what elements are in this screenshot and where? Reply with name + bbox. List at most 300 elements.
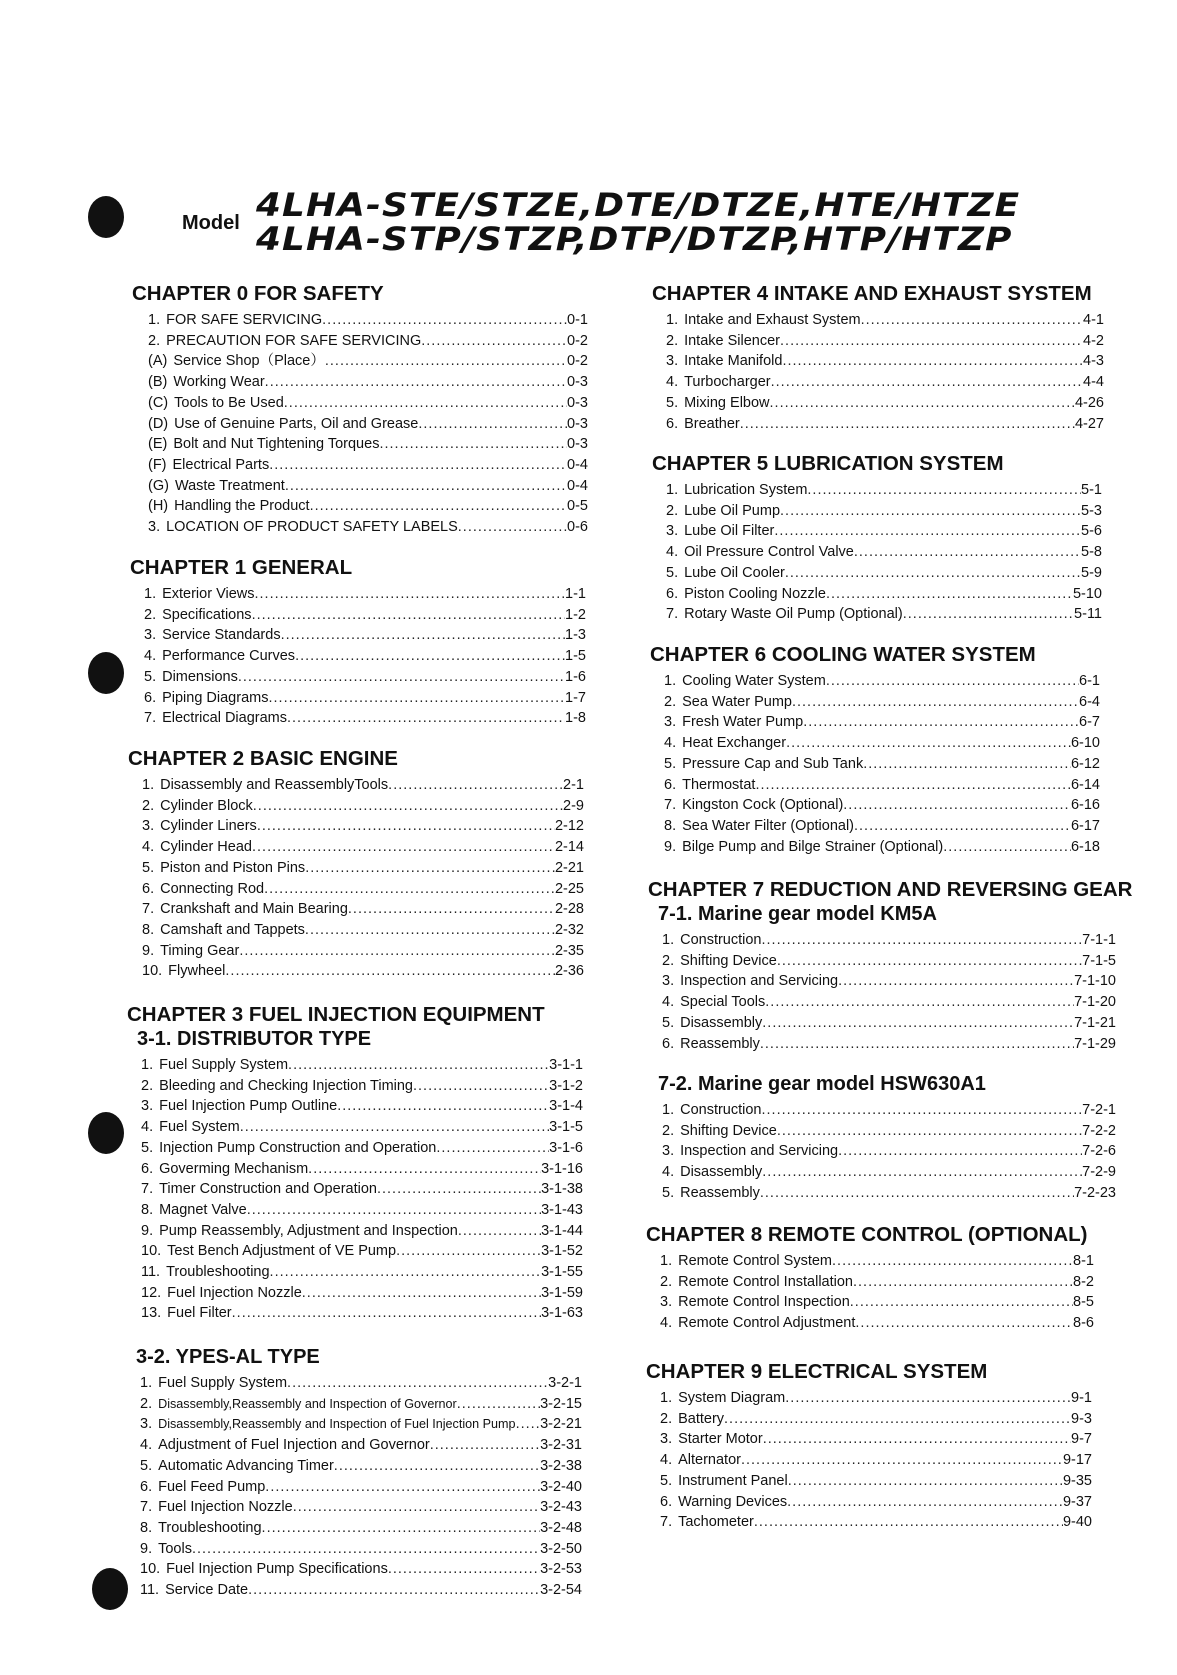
entry-label: LOCATION OF PRODUCT SAFETY LABELS (166, 519, 458, 536)
entry-page: 9-40 (1062, 1514, 1092, 1531)
leader-dots (740, 414, 1075, 435)
leader-dots (377, 1179, 541, 1200)
entry-page: 3-2-21 (540, 1416, 582, 1433)
entry-label: PRECAUTION FOR SAFE SERVICING (166, 332, 422, 349)
entry-page: 4-4 (1083, 374, 1104, 391)
entry-page: 2-12 (554, 818, 584, 835)
entry-label: Piston Cooling Nozzle (684, 585, 826, 602)
toc-entry (142, 775, 584, 796)
entry-number: 5. (666, 564, 679, 581)
entry-list (127, 1055, 583, 1324)
entry-number: 2. (144, 606, 157, 623)
entry-label: Tools (158, 1540, 192, 1557)
toc-entry (148, 496, 588, 517)
leader-dots (268, 688, 565, 709)
binder-hole-icon (92, 1568, 128, 1610)
toc-entry (662, 1162, 1116, 1183)
entry-number: 6. (662, 1035, 675, 1052)
toc-entry (148, 476, 588, 497)
leader-dots (838, 971, 1074, 992)
entry-number: 6. (660, 1493, 673, 1510)
leader-dots (232, 1303, 541, 1324)
leader-dots (257, 816, 555, 837)
toc-entry (140, 1435, 582, 1456)
toc-entry (662, 1100, 1116, 1121)
leader-dots (770, 393, 1075, 414)
entry-label: Fuel Injection Pump Specifications (166, 1561, 388, 1578)
entry-page: 3-2-50 (540, 1540, 582, 1557)
leader-dots (762, 1162, 1082, 1183)
toc-entry (144, 646, 586, 667)
toc-entry (666, 331, 1104, 352)
entry-page: 5-11 (1074, 606, 1102, 623)
entry-page: 2-1 (563, 777, 584, 793)
leader-dots (310, 496, 567, 517)
toc-entry (148, 517, 588, 538)
entry-number: 4. (660, 1452, 673, 1469)
toc-entry (141, 1262, 583, 1283)
leader-dots (903, 604, 1074, 625)
toc-entry (662, 1013, 1116, 1034)
entry-number: 5. (662, 1014, 675, 1031)
entry-number: 3. (141, 1098, 154, 1115)
entry-number: (A) (148, 353, 168, 370)
entry-list (130, 584, 586, 729)
chapter-title: CHAPTER 8 REMOTE CONTROL (OPTIONAL) (646, 1223, 1088, 1246)
entry-page: 3-1-43 (541, 1201, 583, 1218)
toc-entry (664, 775, 1100, 796)
chapter-title: CHAPTER 4 INTAKE AND EXHAUST SYSTEM (652, 282, 1092, 305)
entry-page: 0-5 (567, 498, 588, 515)
entry-page: 9-1 (1071, 1390, 1092, 1406)
toc-entry (662, 1141, 1116, 1162)
toc-entry (142, 941, 584, 962)
entry-label: Fuel Supply System (159, 1057, 289, 1073)
entry-label: Remote Control Installation (678, 1273, 853, 1290)
entry-label: Battery (678, 1410, 725, 1427)
leader-dots (253, 796, 563, 817)
entry-number: 4. (664, 735, 677, 752)
toc-entry (662, 930, 1116, 951)
entry-page: 6-17 (1070, 817, 1100, 834)
entry-label: Tachometer (678, 1514, 754, 1531)
leader-dots (270, 1262, 542, 1283)
toc-entry (141, 1159, 583, 1180)
entry-page: 5-3 (1081, 502, 1102, 519)
leader-dots (854, 816, 1071, 837)
toc-entry (140, 1559, 582, 1580)
chapter-7-2 (648, 1072, 1116, 1204)
toc-entry (144, 584, 586, 605)
toc-entry (141, 1096, 583, 1117)
entry-page: 2-28 (554, 901, 584, 918)
entry-page: 7-1-5 (1082, 952, 1116, 969)
entry-page: 8-1 (1073, 1253, 1094, 1269)
leader-dots (780, 331, 1083, 352)
binder-hole-icon (88, 1112, 124, 1154)
entry-label: Flywheel (168, 963, 226, 980)
entry-page: 3-1-44 (541, 1222, 583, 1239)
toc-entry (660, 1292, 1094, 1313)
entry-page: 2-9 (563, 797, 584, 814)
toc-entry (148, 372, 588, 393)
entry-label: Fuel System (159, 1119, 240, 1136)
entry-number: 5. (144, 668, 157, 685)
entry-page: 3-2-48 (540, 1519, 582, 1536)
entry-page: 2-25 (554, 880, 584, 897)
entry-page: 1-3 (565, 627, 586, 644)
toc-entry (142, 796, 584, 817)
entry-page: 2-35 (554, 942, 584, 959)
entry-label: Shifting Device (680, 952, 777, 969)
entry-page: 7-1-29 (1074, 1035, 1116, 1052)
leader-dots (777, 951, 1082, 972)
entry-page: 3-2-40 (540, 1478, 582, 1495)
entry-page: 2-21 (554, 859, 584, 876)
entry-label: Breather (684, 415, 740, 432)
leader-dots (430, 1435, 540, 1456)
leader-dots (724, 1409, 1071, 1430)
model-line-2: 4LHA-STP/STZP,DTP/DTZP,HTP/HTZP (256, 220, 1013, 258)
entry-label: Exterior Views (162, 586, 255, 602)
entry-list (648, 1100, 1116, 1204)
entry-page: 9-35 (1062, 1472, 1092, 1489)
leader-dots (807, 480, 1081, 501)
toc-entry (142, 899, 584, 920)
entry-page: 1-2 (565, 606, 586, 623)
entry-label: Crankshaft and Main Bearing (160, 901, 348, 918)
entry-label: Electrical Parts (172, 456, 270, 473)
section-title: 7-2. Marine gear model HSW630A1 (658, 1073, 986, 1095)
entry-number: 1. (662, 1102, 675, 1118)
entry-label: Fuel Injection Pump Outline (159, 1098, 338, 1115)
leader-dots (308, 1159, 541, 1180)
entry-page: 9-7 (1071, 1431, 1092, 1448)
entry-label: Remote Control Inspection (678, 1294, 850, 1311)
entry-label: Timer Construction and Operation (159, 1181, 377, 1198)
entry-page: 4-2 (1083, 332, 1104, 349)
entry-page: 3-1-4 (549, 1098, 583, 1115)
entry-page: 9-3 (1071, 1410, 1092, 1427)
entry-number: 4. (141, 1119, 154, 1136)
entry-label: Performance Curves (162, 648, 296, 665)
chapter-2 (128, 747, 584, 982)
entry-label: Specifications (162, 606, 252, 623)
entry-number: (G) (148, 477, 169, 494)
toc-entry (666, 351, 1104, 372)
chapter-0 (132, 282, 588, 538)
entry-number: 2. (664, 693, 677, 710)
entry-number: 4. (144, 648, 157, 665)
entry-number: 5. (666, 394, 679, 411)
entry-label: Disassembly (680, 1014, 763, 1031)
toc-entry (664, 712, 1100, 733)
entry-number: (F) (148, 456, 167, 473)
toc-entry (140, 1414, 582, 1435)
entry-number: 4. (142, 839, 155, 856)
entry-label: Troubleshooting (158, 1519, 262, 1536)
toc-entry (141, 1138, 583, 1159)
entry-number: 6. (144, 689, 157, 706)
entry-page: 0-3 (567, 415, 588, 432)
leader-dots (305, 920, 555, 941)
entry-label: Construction (680, 932, 762, 948)
entry-number: 9. (140, 1540, 153, 1557)
entry-label: Service Shop（Place） (173, 353, 325, 370)
entry-label: Intake and Exhaust System (684, 312, 861, 328)
entry-label: Disassembly,Reassembly and Inspection of Governor (158, 1396, 457, 1411)
leader-dots (281, 625, 565, 646)
toc-entry (144, 688, 586, 709)
leader-dots (239, 941, 555, 962)
entry-label: Turbocharger (684, 374, 771, 391)
leader-dots (285, 476, 567, 497)
leader-dots (855, 1313, 1073, 1334)
toc-entry (660, 1251, 1094, 1272)
entry-number: 2. (140, 1395, 153, 1412)
toc-entry (140, 1580, 582, 1601)
entry-page: 0-3 (567, 394, 588, 411)
leader-dots (247, 1200, 541, 1221)
entry-label: Bilge Pump and Bilge Strainer (Optional) (682, 838, 944, 855)
entry-number: 1. (664, 673, 677, 689)
entry-label: Pump Reassembly, Adjustment and Inspection (159, 1222, 458, 1239)
entry-label: Working Wear (173, 374, 265, 391)
entry-label: Adjustment of Fuel Injection and Governor (158, 1437, 430, 1454)
entry-page: 3-1-63 (541, 1305, 583, 1322)
entry-number: 2. (666, 502, 679, 519)
entry-number: 3. (666, 523, 679, 540)
entry-label: Cooling Water System (682, 673, 826, 689)
entry-number: (B) (148, 374, 168, 391)
toc-entry (144, 625, 586, 646)
chapter-title: CHAPTER 0 FOR SAFETY (132, 282, 384, 305)
entry-page: 7-1-1 (1082, 932, 1116, 948)
toc-entry (141, 1055, 583, 1076)
entry-label: Piping Diagrams (162, 689, 269, 706)
leader-dots (192, 1539, 540, 1560)
chapter-title: CHAPTER 2 BASIC ENGINE (128, 747, 398, 770)
entry-label: Starter Motor (678, 1431, 763, 1448)
toc-entry (662, 1034, 1116, 1055)
entry-list (646, 1388, 1092, 1533)
entry-number: (H) (148, 498, 169, 515)
entry-page: 3-1-16 (541, 1160, 583, 1177)
entry-label: Disassembly,Reassembly and Inspection of Fuel Injection Pump (158, 1417, 516, 1432)
entry-page: 7-1-20 (1074, 994, 1116, 1011)
entry-page: 3-2-43 (540, 1499, 582, 1516)
binder-hole-icon (88, 196, 124, 238)
entry-list (132, 310, 588, 538)
toc-entry (660, 1313, 1094, 1334)
toc-entry (141, 1200, 583, 1221)
toc-entry (142, 961, 584, 982)
leader-dots (854, 542, 1081, 563)
entry-page: 1-8 (565, 710, 586, 727)
entry-number: 2. (141, 1077, 154, 1094)
entry-label: Service Standards (162, 627, 281, 644)
section-title: 7-1. Marine gear model KM5A (658, 903, 937, 925)
leader-dots (284, 393, 567, 414)
leader-dots (765, 992, 1074, 1013)
leader-dots (516, 1414, 541, 1435)
entry-page: 3-1-55 (541, 1264, 583, 1281)
entry-page: 0-2 (567, 353, 588, 370)
toc-entry (666, 542, 1102, 563)
entry-label: Oil Pressure Control Valve (684, 544, 854, 561)
leader-dots (396, 1241, 541, 1262)
entry-number: 7. (660, 1514, 673, 1531)
leader-dots (337, 1096, 549, 1117)
entry-page: 1-1 (565, 586, 586, 602)
entry-number: 10. (142, 963, 163, 980)
entry-page: 1-6 (565, 668, 586, 685)
entry-number: 11. (141, 1264, 161, 1281)
entry-number: (E) (148, 436, 168, 453)
entry-number: 3. (142, 818, 155, 835)
entry-number: 1. (660, 1390, 673, 1406)
entry-page: 3-2-38 (540, 1457, 582, 1474)
toc-entry (662, 1121, 1116, 1142)
entry-label: System Diagram (678, 1390, 786, 1406)
entry-page: 2-32 (554, 921, 584, 938)
toc-entry (660, 1492, 1092, 1513)
entry-page: 0-2 (567, 332, 588, 349)
leader-dots (255, 584, 566, 605)
entry-number: 6. (666, 415, 679, 432)
entry-label: Tools to Be Used (174, 394, 284, 411)
entry-label: Disassembly (680, 1164, 763, 1181)
entry-label: Dimensions (162, 668, 238, 685)
entry-page: 4-3 (1083, 353, 1104, 370)
toc-entry (660, 1388, 1092, 1409)
toc-entry (140, 1477, 582, 1498)
entry-page: 3-2-31 (540, 1437, 582, 1454)
toc-entry (148, 310, 588, 331)
model-label: Model (182, 212, 240, 234)
toc-entry (662, 951, 1116, 972)
entry-label: Bolt and Nut Tightening Torques (173, 436, 380, 453)
entry-page: 0-3 (567, 374, 588, 391)
entry-page: 5-6 (1081, 523, 1102, 540)
entry-number: 7. (666, 606, 679, 623)
leader-dots (762, 930, 1083, 951)
toc-entry (140, 1497, 582, 1518)
entry-number: 5. (664, 755, 677, 772)
leader-dots (782, 351, 1083, 372)
entry-number: 2. (662, 1122, 675, 1139)
entry-number: 7. (141, 1181, 154, 1198)
leader-dots (850, 1292, 1073, 1313)
toc-entry (660, 1409, 1092, 1430)
toc-entry (144, 605, 586, 626)
leader-dots (763, 1429, 1071, 1450)
toc-entry (662, 1183, 1116, 1204)
leader-dots (240, 1117, 549, 1138)
entry-label: Use of Genuine Parts, Oil and Grease (174, 415, 419, 432)
entry-page: 7-2-23 (1074, 1184, 1116, 1201)
leader-dots (760, 1034, 1074, 1055)
entry-number: 9. (142, 942, 155, 959)
entry-page: 2-36 (554, 963, 584, 980)
entry-page: 5-9 (1081, 564, 1102, 581)
entry-number: 6. (141, 1160, 154, 1177)
entry-page: 0-4 (567, 477, 588, 494)
entry-label: Lube Oil Cooler (684, 564, 785, 581)
entry-page: 3-2-54 (540, 1582, 582, 1599)
leader-dots (458, 1221, 541, 1242)
entry-number: 7. (144, 710, 157, 727)
entry-page: 5-1 (1081, 482, 1102, 498)
entry-page: 6-12 (1070, 755, 1100, 772)
entry-label: Alternator (678, 1452, 741, 1469)
chapter-title: CHAPTER 3 FUEL INJECTION EQUIPMENT (127, 1003, 545, 1026)
entry-label: Electrical Diagrams (162, 710, 287, 727)
entry-page: 3-1-1 (549, 1057, 583, 1073)
entry-page: 5-8 (1081, 544, 1102, 561)
leader-dots (458, 517, 567, 538)
entry-number: 3. (662, 1143, 675, 1160)
entry-page: 6-4 (1079, 693, 1100, 710)
entry-number: 4. (660, 1315, 673, 1332)
toc-entry (144, 708, 586, 729)
model-line-1: 4LHA-STE/STZE,DTE/DTZE,HTE/HTZE (256, 186, 1021, 224)
entry-label: Fuel Filter (167, 1305, 232, 1322)
entry-label: Lube Oil Filter (684, 523, 775, 540)
entry-label: Reassembly (680, 1035, 760, 1052)
entry-number: 12. (141, 1284, 162, 1301)
toc-entry (140, 1456, 582, 1477)
entry-page: 9-37 (1062, 1493, 1092, 1510)
entry-page: 9-17 (1062, 1452, 1092, 1469)
entry-number: 1. (142, 777, 155, 793)
entry-number: 4. (662, 994, 675, 1011)
leader-dots (248, 1580, 540, 1601)
entry-number: 4. (662, 1164, 675, 1181)
entry-label: Camshaft and Tappets (160, 921, 305, 938)
leader-dots (238, 667, 565, 688)
chapter-title: CHAPTER 5 LUBRICATION SYSTEM (652, 452, 1004, 475)
entry-label: Inspection and Servicing (680, 1143, 839, 1160)
entry-page: 4-26 (1074, 394, 1104, 411)
leader-dots (826, 671, 1079, 692)
toc-entry (666, 563, 1102, 584)
entry-number: 6. (142, 880, 155, 897)
entry-number: 1. (144, 586, 157, 602)
leader-dots (785, 563, 1081, 584)
entry-number: 1. (140, 1375, 153, 1391)
entry-page: 1-7 (565, 689, 586, 706)
entry-label: Rotary Waste Oil Pump (Optional) (684, 606, 903, 623)
entry-label: Fuel Supply System (158, 1375, 288, 1391)
entry-page: 3-2-1 (548, 1375, 582, 1391)
entry-label: Connecting Rod (160, 880, 265, 897)
toc-entry (141, 1179, 583, 1200)
entry-number: 2. (142, 797, 155, 814)
chapter-title: CHAPTER 1 GENERAL (130, 556, 353, 579)
entry-label: Construction (680, 1102, 762, 1118)
toc-entry (142, 816, 584, 837)
toc-entry (148, 434, 588, 455)
entry-page: 6-16 (1070, 797, 1100, 814)
entry-number: 1. (148, 312, 161, 328)
toc-entry (148, 393, 588, 414)
entry-label: Heat Exchanger (682, 735, 787, 752)
entry-page: 3-1-38 (541, 1181, 583, 1198)
entry-label: Special Tools (680, 994, 766, 1011)
toc-entry (666, 501, 1102, 522)
entry-label: Reassembly (680, 1184, 760, 1201)
